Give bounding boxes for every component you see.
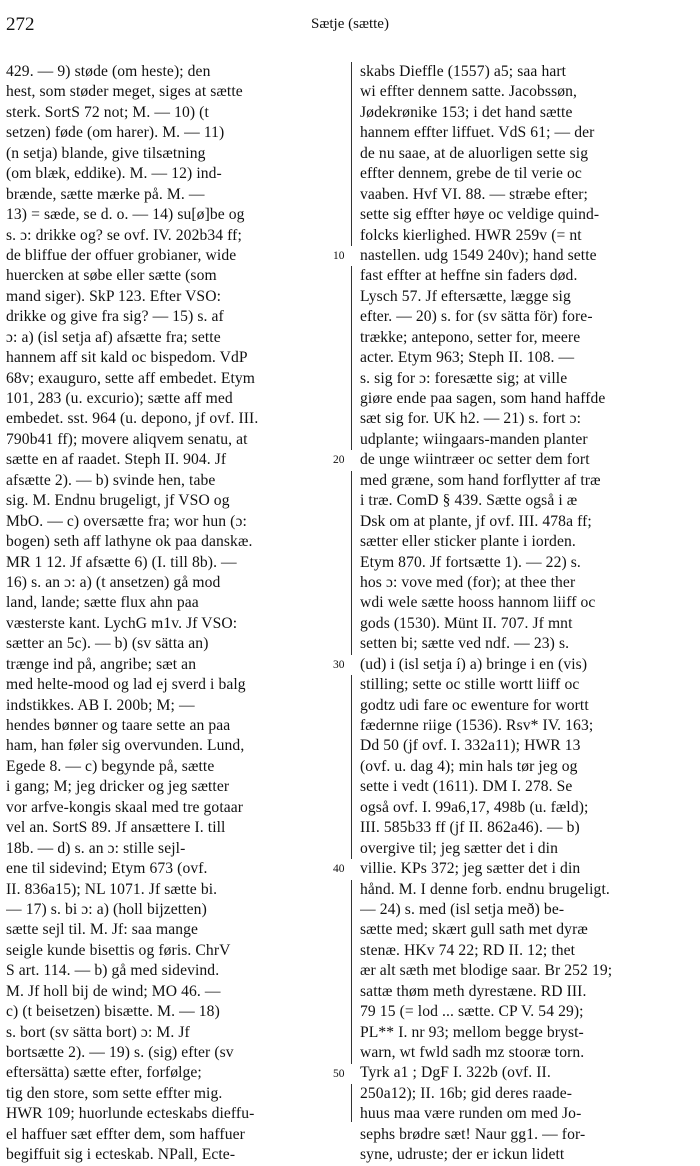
text-line: sette sig effter høye oc veldige quind- [360, 206, 600, 224]
text-line: sætte en af raadet. Steph II. 904. Jf [6, 451, 227, 469]
text-line: 13) = sæde, se d. o. — 14) su[ø]be og [6, 206, 245, 224]
text-line: Lysch 57. Jf eftersætte, lægge sig [360, 287, 571, 305]
text-line: c) (t beisetzen) bisætte. M. — 18) [6, 1003, 220, 1021]
text-line: giøre ende paa sagen, som hand haffde [360, 390, 606, 407]
text-line: 429. — 9) støde (om heste); den [6, 63, 211, 80]
page-number: 272 [6, 14, 35, 35]
margin-line-number: 20 [333, 450, 359, 470]
text-line: hånd. M. I denne forb. endnu brugeligt. [360, 880, 610, 898]
text-line: huercken at søbe eller sætte (som [6, 267, 217, 285]
text-line: folcks kierlighed. HWR 259v (= nt [360, 226, 582, 244]
text-line: warn, wt fwld sadh mz stooræ torn. [360, 1044, 585, 1061]
text-line: syne, udruste; der er ickun lidett [360, 1146, 565, 1164]
text-line: sig. M. Endnu brugeligt, jf VSO og [6, 492, 230, 510]
page-header [0, 14, 700, 38]
text-line: ɔ: a) (isl setja af) afsætte fra; sette [6, 328, 221, 346]
left-column [6, 62, 346, 1166]
text-line: begiffuit sig i ecteskab. NPall, Ecte- [6, 1146, 236, 1164]
text-line: Tyrk a1 ; DgF I. 322b (ovf. II. [360, 1064, 551, 1082]
text-line: ene til sidevind; Etym 673 (ovf. [6, 860, 208, 878]
text-line: el haffuer sæt effter dem, som haffuer [6, 1125, 245, 1143]
text-line: sterk. SortS 72 not; M. — 10) (t [6, 103, 209, 121]
text-line: vel an. SortS 89. Jf ansættere I. till [6, 819, 226, 837]
text-line: Dd 50 (jf ovf. I. 332a11); HWR 13 [360, 737, 581, 755]
text-line: trænge ind på, angribe; sæt an [6, 655, 197, 673]
text-line: overgive til; jeg sætter det i din [360, 839, 559, 857]
running-head: Sætje (sætte) [311, 16, 389, 32]
text-line: 250a12); II. 16b; gid deres raade- [360, 1084, 573, 1102]
text-line: sætter an 5c). — b) (sv sätta an) [6, 635, 209, 653]
text-line: sette i vedt (1611). DM I. 278. Se [360, 778, 573, 796]
text-line: ær alt sæth met blodige saar. Br 252 19; [360, 962, 613, 980]
text-line: M. Jf holl bij de wind; MO 46. — [6, 982, 221, 1000]
text-line: seigle kunde bisettis og føris. ChrV [6, 941, 231, 959]
margin-line-number: 30 [333, 655, 359, 675]
text-line: indstikkes. AB I. 200b; M; — [6, 696, 195, 714]
text-line: II. 836a15); NL 1071. Jf sætte bi. [6, 880, 218, 898]
text-line: bortsætte 2). — 19) s. (sig) efter (sv [6, 1044, 234, 1061]
text-line: MR 1 12. Jf afsætte 6) (I. till 8b). — [6, 553, 237, 571]
text-line: 79 15 (= lod ... sætte. CP V. 54 29); [360, 1003, 584, 1021]
text-line: wi effter dennem satte. Jacobssøn, [360, 83, 578, 101]
text-line: hannem aff sit kald oc bispedom. VdP [6, 349, 248, 367]
text-line: s. bort (sv sätta bort) ɔ: M. Jf [6, 1023, 190, 1041]
text-line: brænde, sætte mærke på. M. — [6, 185, 205, 203]
text-line: effter dennem, grebe de til verie oc [360, 165, 582, 183]
text-line: III. 585b33 ff (jf II. 862a46). — b) [360, 819, 580, 837]
text-line: sætte med; skært gull sath met dyræ [360, 921, 588, 939]
text-line: gods (1530). Münt II. 707. Jf mnt [360, 614, 573, 632]
text-line: Egede 8. — c) begynde på, sætte [6, 757, 215, 775]
text-line: i træ. ComD § 439. Sætte også i æ [360, 492, 578, 510]
text-line: (om blæk, eddike). M. — 12) ind- [6, 165, 222, 183]
margin-line-number: 10 [333, 246, 359, 266]
text-line: sattæ thøm meth dyrestæne. RD III. [360, 982, 587, 1000]
text-line: 68v; exauguro, sette aff embedet. Etym [6, 369, 256, 387]
text-line: 790b41 ff); movere aliqvem senatu, at [6, 430, 248, 448]
text-line: ham, han føler sig overvunden. Lund, [6, 737, 245, 755]
text-line: S art. 114. — b) gå med sidevind. [6, 962, 220, 980]
text-line: setzen) føde (om harer). M. — 11) [6, 124, 225, 142]
text-line: i gang; M; jeg dricker og jeg sætter [6, 778, 230, 796]
text-line: bogen) seth aff lathyne ok paa danskæ. [6, 533, 253, 551]
margin-line-number: 40 [333, 859, 359, 879]
text-line: — 24) s. med (isl setja með) be- [360, 900, 565, 918]
text-line: setten bi; sætte ved ndf. — 23) s. [360, 635, 570, 653]
text-line: sætter eller sticker plante i iorden. [360, 533, 576, 551]
text-line: 18b. — d) s. an ɔ: stille sejl- [6, 839, 186, 857]
text-line: Etym 870. Jf fortsætte 1). — 22) s. [360, 553, 581, 571]
text-line: udplante; wiingaars-manden planter [360, 430, 588, 448]
text-line: stilling; sette oc stille wortt liiff oc [360, 676, 580, 694]
text-line: (ovf. u. dag 4); min hals tør jeg og [360, 757, 578, 775]
text-line: PL** I. nr 93; mellom begge bryst- [360, 1023, 584, 1041]
text-line: Jødekrønike 153; i det hand sætte [360, 103, 573, 121]
text-line: fast effter at heffne sin faders død. [360, 267, 578, 285]
text-line: tig den store, som sette effter mig. [6, 1084, 223, 1102]
text-line: sæt sig for. UK h2. — 21) s. fort ɔ: [360, 410, 582, 428]
text-line: vor arfve-kongis skaal med tre gotaar [6, 798, 244, 816]
text-line: eftersätta) sætte efter, forfølge; [6, 1064, 202, 1082]
text-line: skabs Dieffle (1557) a5; saa hart [360, 63, 567, 80]
text-line: MbO. — c) oversætte fra; wor hun (ɔ: [6, 512, 247, 530]
column-divider [351, 62, 352, 1122]
text-line: drikke og give fra sig? — 15) s. af [6, 308, 224, 326]
text-line: (ud) i (isl setja í) a) bringe i en (vis) [360, 655, 588, 673]
text-line: s. ɔ: drikke og? se ovf. IV. 202b34 ff; [6, 226, 242, 244]
text-line: embedet. sst. 964 (u. depono, jf ovf. III. [6, 410, 259, 428]
text-line: fædernne riige (1536). Rsv* IV. 163; [360, 717, 594, 734]
text-line: med græne, som hand forflytter af træ [360, 471, 601, 489]
text-line: hos ɔ: vove med (for); at thee ther [360, 573, 576, 591]
text-line: vaaben. Hvf VI. 88. — stræbe efter; [360, 185, 588, 203]
text-line: Dsk om at plante, jf ovf. III. 478a ff; [360, 512, 592, 530]
text-line: stenæ. HKv 74 22; RD II. 12; thet [360, 941, 576, 959]
text-line: 101, 283 (u. excurio); sætte aff med [6, 390, 233, 407]
text-line: villie. KPs 372; jeg sætter det i din [360, 860, 581, 878]
text-line: nastellen. udg 1549 240v); hand sette [360, 246, 597, 264]
right-column [360, 62, 695, 1166]
text-line: (n setja) blande, give tilsætning [6, 144, 206, 162]
text-line: — 17) s. bi ɔ: a) (holl bijzetten) [6, 900, 207, 918]
text-line: hendes bønner og taare sette an paa [6, 717, 231, 734]
text-line: 16) s. an ɔ: a) (t ansetzen) gå mod [6, 573, 221, 591]
text-line: de bliffue der offuer grobianer, wide [6, 246, 237, 264]
text-line: også ovf. I. 99a6,17, 498b (u. fæld); [360, 798, 589, 816]
text-line: godtz udi fare oc ewenture for wortt [360, 696, 589, 714]
text-line: mand siger). SkP 123. Efter VSO: [6, 287, 222, 305]
text-line: de unge wiintræer oc setter dem fort [360, 451, 590, 469]
text-line: huus maa være runden om med Jo- [360, 1105, 582, 1123]
text-line: de nu saae, at de aluorligen sette sig [360, 144, 589, 162]
text-line: acter. Etym 963; Steph II. 108. — [360, 349, 575, 367]
text-line: trække; antepono, setter for, meere [360, 328, 581, 346]
text-line: sætte sejl til. M. Jf: saa mange [6, 921, 199, 939]
margin-line-number: 50 [333, 1064, 359, 1084]
text-line: wdi wele sætte hooss hannom liiff oc [360, 594, 596, 612]
text-line: land, lande; sætte flux ahn paa [6, 594, 199, 612]
text-line: HWR 109; huorlunde ecteskabs dieffu- [6, 1105, 255, 1123]
text-line: sephs brødre sæt! Naur gg1. — for- [360, 1125, 586, 1143]
text-line: afsætte 2). — b) svinde hen, tabe [6, 471, 216, 489]
text-line: efter. — 20) s. for (sv sätta för) fore- [360, 308, 593, 326]
text-line: med helte-mood og lad ej sverd i balg [6, 676, 246, 694]
text-line: hannem effter liffuet. VdS 61; — der [360, 124, 595, 142]
text-line: væsterste kant. LychG m1v. Jf VSO: [6, 614, 238, 632]
text-line: s. sig for ɔ: foresætte sig; at ville [360, 369, 568, 387]
text-line: hest, som støder meget, siges at sætte [6, 83, 243, 101]
